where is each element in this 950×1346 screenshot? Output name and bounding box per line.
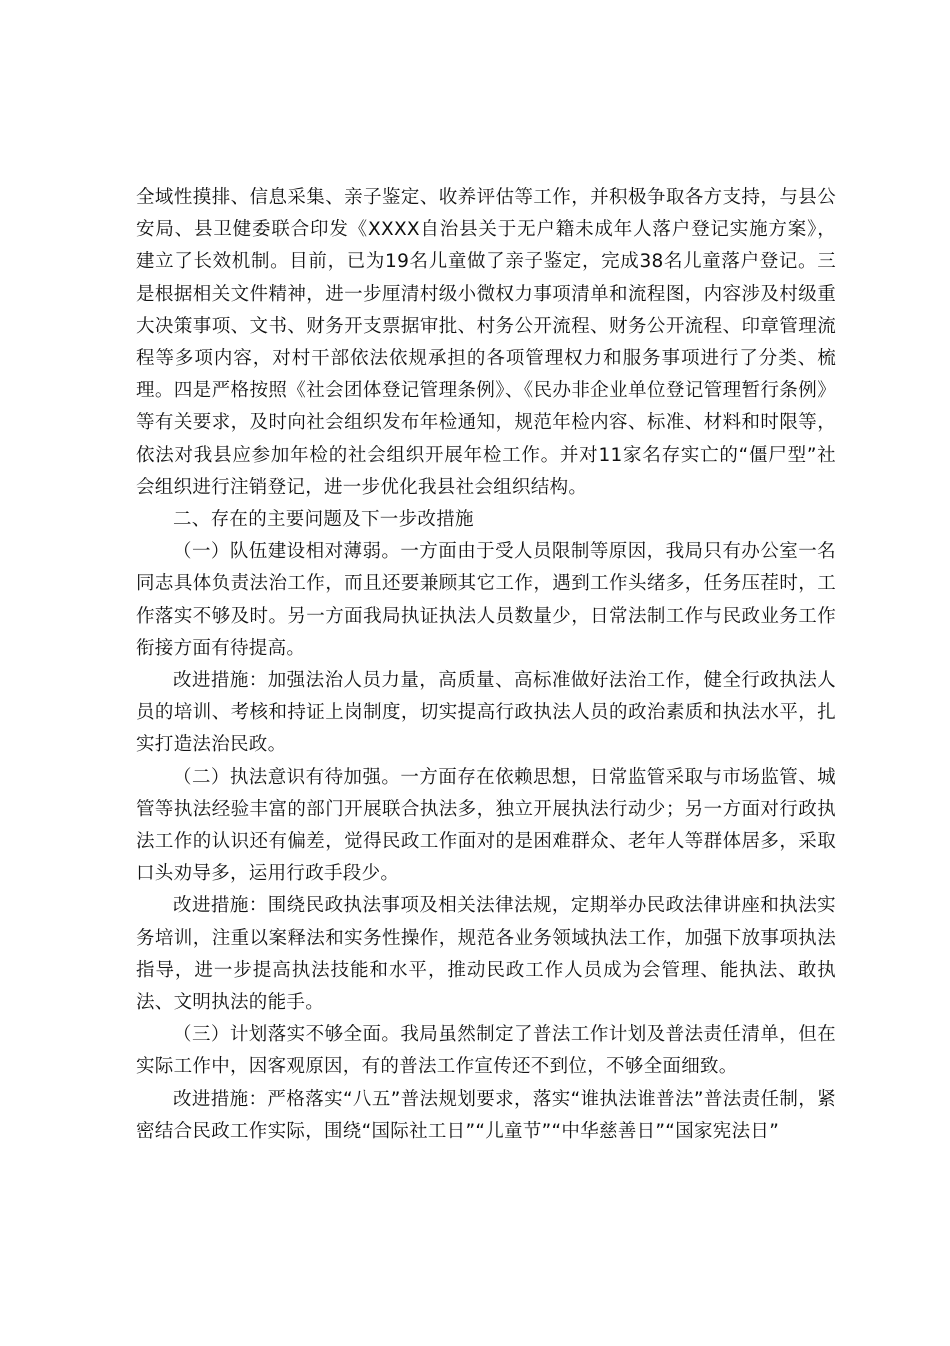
section-heading-problems-and-measures: 二、存在的主要问题及下一步改措施 [173,509,474,531]
paragraph-measure-2: 改进措施：围绕民政执法事项及相关法律法规，定期举办民政法律讲座和执法实务培训，注重以案释法和实务性操作，规范各业务领域执法工作，加强下放事项执法指导，进一步提高执法技能和水平，推动民政工作人员成为会管理、能执法、敢执法、文明执法的能手。 [136,895,836,1014]
paragraph-measure-3: 改进措施：严格落实“八五”普法规划要求，落实“谁执法谁普法”普法责任制，紧密结合民政工作实际，围绕“国际社工日”“儿童节”“中华慈善日”“国家宪法日” [136,1088,836,1142]
paragraph-measure-1: 改进措施：加强法治人员力量，高质量、高标准做好法治工作，健全行政执法人员的培训、考核和持证上岗制度，切实提高行政执法人员的政治素质和执法水平，扎实打造法治民政。 [136,670,836,756]
paragraph-continued-work-summary: 全域性摸排、信息采集、亲子鉴定、收养评估等工作，并积极争取各方支持，与县公安局、县卫健委联合印发《XXXX自治县关于无户籍未成年人落户登记实施方案》，建立了长效机制。目前，已为19名儿童做了亲子鉴定，完成38名儿童落户登记。三是根据相关文件精神，进一步厘清村级小微权力事项清单和流程图，内容涉及村级重大决策事项、文书、财务开支票据审批、村务公开流程、财务公开流程、印章管理流程等多项内容，对村干部依法依规承担的各项管理权力和服务事项进行了分类、梳理。四是严格按照《社会团体登记管理条例》、《民办非企业单位登记管理暂行条例》等有关要求，及时向社会组织发布年检通知，规范年检内容、标准、材料和时限等，依法对我县应参加年检的社会组织开展年检工作。并对11家名存实亡的“僵尸型”社会组织进行注销登记，进一步优化我县社会组织结构。 [136,187,836,498]
paragraph-problem-2: （二）执法意识有待加强。一方面存在依赖思想，日常监管采取与市场监管、城管等执法经验丰富的部门开展联合执法多，独立开展执法行动少；另一方面对行政执法工作的认识还有偏差，觉得民政工作面对的是困难群众、老年人等群体居多，采取口头劝导多，运用行政手段少。 [136,766,836,885]
paragraph-problem-3: （三）计划落实不够全面。我局虽然制定了普法工作计划及普法责任清单，但在实际工作中，因客观原因，有的普法工作宣传还不到位，不够全面细致。 [136,1024,836,1078]
document-body [136,182,836,1148]
paragraph-problem-1: （一）队伍建设相对薄弱。一方面由于受人员限制等原因，我局只有办公室一名同志具体负责法治工作，而且还要兼顾其它工作，遇到工作头绪多，任务压茬时，工作落实不够及时。另一方面我局执证执法人员数量少，日常法制工作与民政业务工作衔接方面有待提高。 [136,541,836,659]
